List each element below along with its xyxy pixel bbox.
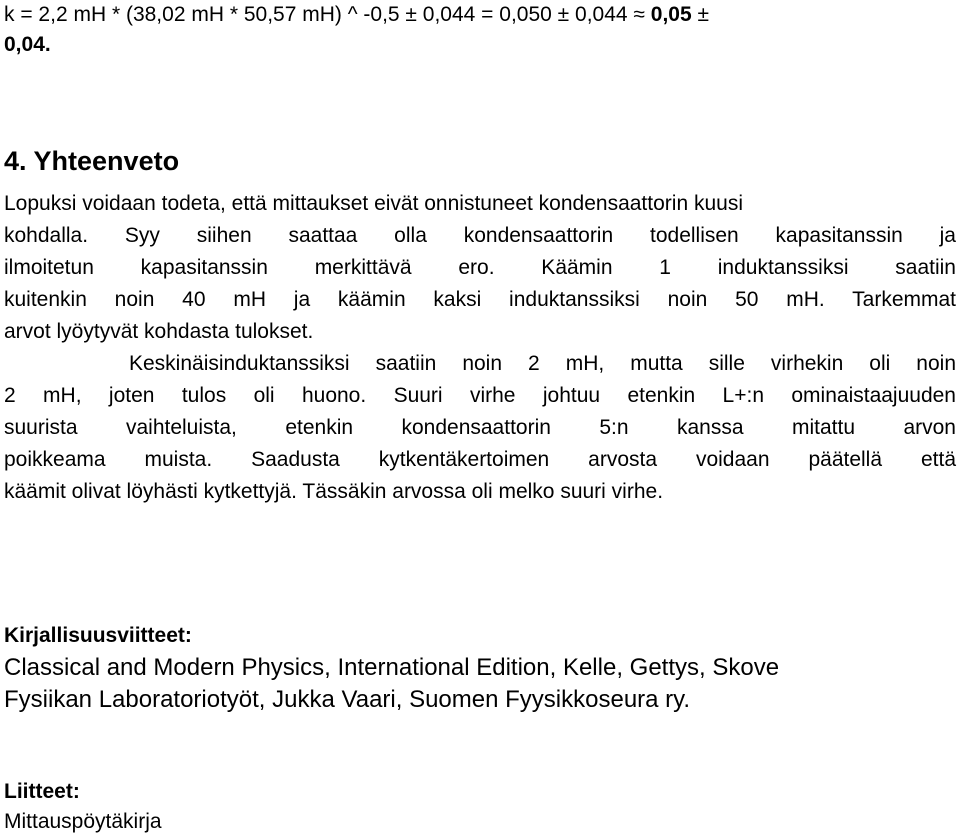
paragraph-line: Keskinäisinduktanssiksi saatiin noin 2 mH, mutta sille virhekin oli noin [129,352,956,375]
reference-item: Classical and Modern Physics, International Edition, Kelle, Gettys, Skove [4,654,780,681]
formula-line-2 [4,30,956,60]
paragraph-line: poikkeama muista. Saadusta kytkentäkertoimen arvosta voidaan päätellä että [4,448,956,471]
formula-expression: k = 2,2 mH * (38,02 mH * 50,57 mH) ^ -0,5 ± 0,044 = 0,050 ± 0,044 ≈ [4,3,651,26]
coupling-coefficient-formula [4,0,956,60]
summary-paragraph-1 [4,188,956,348]
appendix-item: Mittauspöytäkirja [4,810,162,833]
paragraph-line: käämit olivat löyhästi kytkettyjä. Tässäkin arvossa oli melko suuri virhe. [4,480,664,503]
appendices-heading: Liitteet: [4,780,80,803]
formula-uncertainty: 0,04. [4,33,51,56]
paragraph-line: Lopuksi voidaan todeta, että mittaukset eivät onnistuneet kondensaattorin kuusi [4,192,743,215]
paragraph-line: ilmoitetun kapasitanssin merkittävä ero. Käämin 1 induktanssiksi saatiin [4,256,956,279]
paragraph-line: kuitenkin noin 40 mH ja käämin kaksi induktanssiksi noin 50 mH. Tarkemmat [4,288,956,311]
paragraph-line: 2 mH, joten tulos oli huono. Suuri virhe johtuu etenkin L+:n ominaistaajuuden [4,384,956,407]
formula-plusminus: ± [691,3,710,26]
formula-line-1 [4,0,956,30]
summary-paragraph-2 [4,348,956,508]
formula-result: 0,05 [650,3,692,26]
paragraph-line: kohdalla. Syy siihen saattaa olla kondensaattorin todellisen kapasitanssin ja [4,224,956,247]
paragraph-line: suurista vaihteluista, etenkin kondensaattorin 5:n kanssa mitattu arvon [4,416,956,439]
references-heading: Kirjallisuusviitteet: [4,624,192,647]
section-heading-summary: 4. Yhteenveto [4,146,180,176]
reference-item: Fysiikan Laboratoriotyöt, Jukka Vaari, Suomen Fyysikkoseura ry. [4,686,691,713]
document-page [4,0,956,833]
paragraph-line: arvot lyöytyvät kohdasta tulokset. [4,320,314,343]
